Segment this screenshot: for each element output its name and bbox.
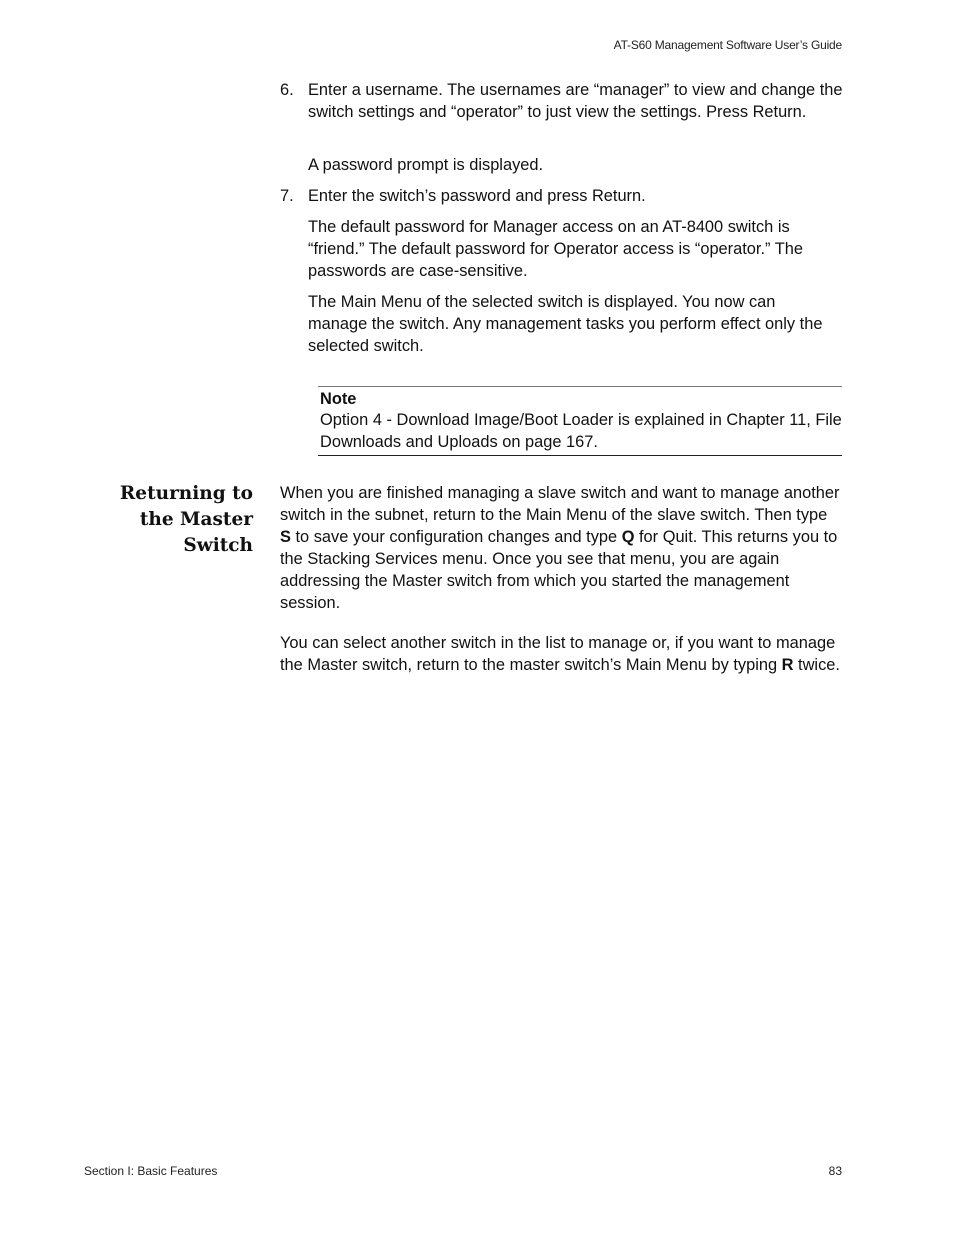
note-text: Option 4 - Download Image/Boot Loader is explained in Chapter 11, File Downloads and Uploads on page 167. xyxy=(320,411,842,451)
returning-paragraph-2: You can select another switch in the list to manage or, if you want to manage the Master switch, return to the master switch’s Main Menu by typing R twice. xyxy=(280,634,840,674)
page-number: 83 xyxy=(828,1164,842,1178)
returning-paragraph-1: When you are finished managing a slave switch and want to manage another switch in the subnet, return to the Main Menu of the slave switch. Then type S to save your configuration changes and type Q for Quit. This returns you to the Stacking Services menu. Once you see that menu, you are again addressing the Master switch from which you started the management session. xyxy=(280,484,840,612)
section-heading-line: the Master xyxy=(139,509,253,530)
footer-section: Section I: Basic Features xyxy=(84,1164,218,1178)
step-number: 6. xyxy=(280,81,294,99)
key-s: S xyxy=(280,528,291,546)
step-7-main-menu-info: The Main Menu of the selected switch is displayed. You now can manage the switch. Any management tasks you perform effect only the selected switch. xyxy=(308,293,823,355)
list-item-step-7 xyxy=(280,185,845,207)
key-q: Q xyxy=(621,528,635,546)
section-heading-line: Switch xyxy=(183,535,253,556)
note-title: Note xyxy=(320,390,357,408)
step-text: Enter the switch’s password and press Return. xyxy=(308,187,646,205)
section-heading xyxy=(100,481,253,559)
step-number: 7. xyxy=(280,187,294,205)
step-6-result: A password prompt is displayed. xyxy=(308,156,544,174)
key-r: R xyxy=(781,656,794,674)
list-item-step-6 xyxy=(280,79,845,145)
section-heading-line: Returning to xyxy=(119,483,253,504)
note-box xyxy=(318,386,842,456)
running-header: AT-S60 Management Software User’s Guide xyxy=(613,38,842,52)
step-7-password-info: The default password for Manager access on an AT-8400 switch is “friend.” The default password for Operator access is “operator.” The passwords are case-sensitive. xyxy=(308,218,803,280)
step-text: Enter a username. The usernames are “manager” to view and change the switch settings and “operator” to just view the settings. Press Return. xyxy=(308,81,843,121)
